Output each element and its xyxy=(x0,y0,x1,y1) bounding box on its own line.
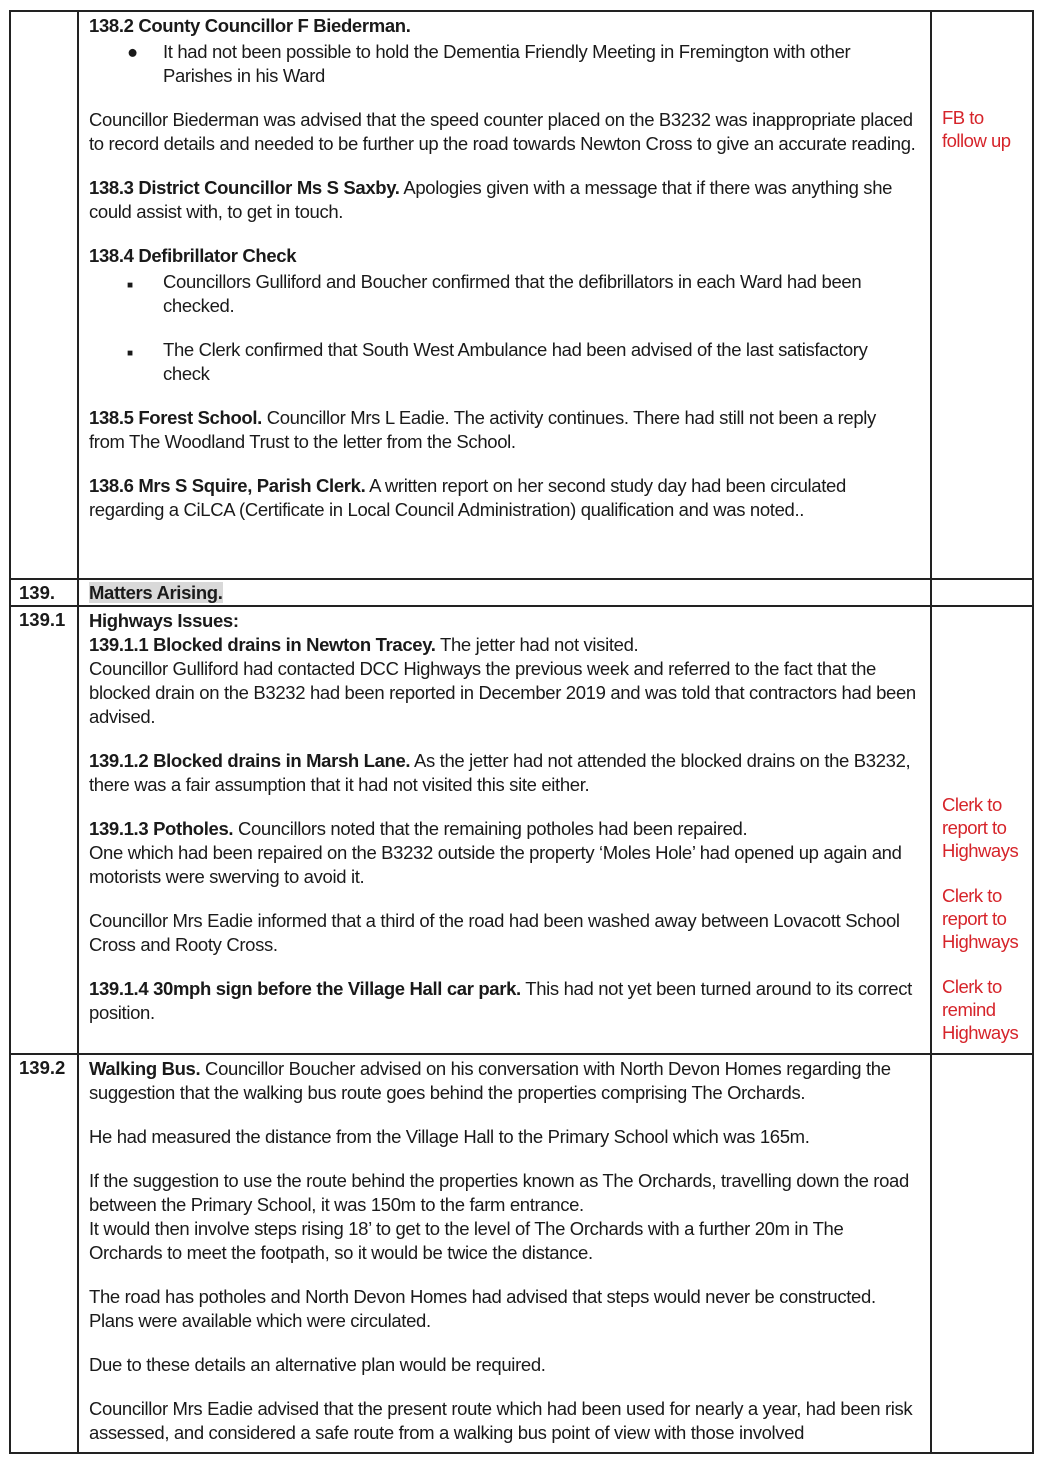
item-138-4 xyxy=(89,244,916,386)
item-139-2-para: The road has potholes and North Devon Homes had advised that steps would never be constructed. Plans were available which were circulated. xyxy=(89,1286,876,1331)
action-fb-follow-up xyxy=(932,12,1032,152)
row-139-1 xyxy=(10,606,1033,1054)
row-139 xyxy=(10,579,1033,606)
action-line: report to xyxy=(942,908,1007,929)
item-138-6-heading: 138.6 Mrs S Squire, Parish Clerk. xyxy=(89,475,366,496)
bullet-square-icon: ■ xyxy=(127,280,133,291)
row-138-number-cell xyxy=(10,11,78,579)
item-139-1-title: Highways Issues: xyxy=(89,610,239,631)
item-138-2-para: Councillor Biederman was advised that the speed counter placed on the B3232 was inappropriate placed to record details and needed to be further up the road towards Newton Cross to give an accurate reading. xyxy=(89,109,916,154)
item-139-2-para: Councillor Mrs Eadie advised that the present route which had been used for nearly a year, had been risk assessed, and considered a safe route from a walking bus point of view with those involved xyxy=(89,1398,913,1443)
row-139-2-content-cell xyxy=(78,1054,931,1453)
item-139-2-number: 139.2 xyxy=(10,1054,78,1453)
item-138-4-bullet-text: Councillors Gulliford and Boucher confirmed that the defibrillators in each Ward had been checked. xyxy=(163,271,862,316)
item-139-2-intro xyxy=(89,1057,916,1105)
row-138 xyxy=(10,11,1033,579)
item-138-3 xyxy=(89,176,916,224)
item-139-1-3-text: Councillors noted that the remaining potholes had been repaired. xyxy=(233,818,748,839)
item-138-4-bullet xyxy=(89,338,916,386)
item-139-1-2 xyxy=(89,749,916,797)
action-clerk-report-highways xyxy=(942,884,1032,953)
item-138-2-heading: 138.2 County Councillor F Biederman. xyxy=(89,15,411,36)
row-138-content-cell xyxy=(78,11,931,579)
item-138-4-heading: 138.4 Defibrillator Check xyxy=(89,245,297,266)
minutes-table xyxy=(9,10,1034,1454)
item-138-2 xyxy=(89,14,916,156)
action-line: Clerk to xyxy=(942,976,1002,997)
action-line: follow up xyxy=(942,130,1011,151)
item-138-2-bullet-text: It had not been possible to hold the Dementia Friendly Meeting in Fremington with other Parishes in his Ward xyxy=(163,41,851,86)
bullet-square-icon: ■ xyxy=(127,348,133,359)
item-139-1-1 xyxy=(89,633,916,657)
item-139-2-para: He had measured the distance from the Village Hall to the Primary School which was 165m. xyxy=(89,1126,810,1147)
bullet-dot-icon: ● xyxy=(127,41,138,62)
item-139-2-para: It would then involve steps rising 18’ to get to the level of The Orchards with a further 20m in The Orchards to meet the footpath, so it would be twice the distance. xyxy=(89,1218,844,1263)
item-139-1-3 xyxy=(89,817,916,841)
item-138-5-heading: 138.5 Forest School. xyxy=(89,407,262,428)
item-138-5 xyxy=(89,406,916,454)
item-139-2-para: If the suggestion to use the route behind the properties known as The Orchards, travelling down the road between the Primary School, it was 150m to the farm entrance. xyxy=(89,1170,909,1215)
item-138-3-heading: 138.3 District Councillor Ms S Saxby. xyxy=(89,177,400,198)
action-line: Highways xyxy=(942,1022,1019,1043)
item-139-1-4 xyxy=(89,977,916,1025)
item-139-1-3-para-2: Councillor Mrs Eadie informed that a third of the road had been washed away between Lovacott School Cross and Rooty Cross. xyxy=(89,910,900,955)
item-139-1-1-heading: 139.1.1 Blocked drains in Newton Tracey. xyxy=(89,634,436,655)
item-138-3-text: Apologies given with a message that if there was anything she could assist with, to get in touch. xyxy=(89,177,893,222)
matters-arising-title: Matters Arising. xyxy=(89,582,223,603)
item-139-1-2-text: As the jetter had not attended the blocked drains on the B3232, there was a fair assumption that it had not visited this site either. xyxy=(89,750,911,795)
row-138-action-cell xyxy=(931,11,1033,579)
action-line: report to xyxy=(942,817,1007,838)
item-138-6 xyxy=(89,474,916,522)
item-139-1-4-heading: 139.1.4 30mph sign before the Village Hall car park. xyxy=(89,978,521,999)
action-line: Highways xyxy=(942,840,1019,861)
item-139-number: 139. xyxy=(10,579,78,606)
action-line: Highways xyxy=(942,931,1019,952)
minutes-page xyxy=(9,10,1032,1452)
item-139-1-number: 139.1 xyxy=(10,606,78,1054)
item-138-4-bullet-text: The Clerk confirmed that South West Ambulance had been advised of the last satisfactory check xyxy=(163,339,868,384)
item-138-2-bullet xyxy=(89,40,916,88)
action-line: FB to xyxy=(942,107,984,128)
row-139-1-content-cell xyxy=(78,606,931,1054)
item-139-1-3-para: One which had been repaired on the B3232 outside the property ‘Moles Hole’ had opened up again and motorists were swerving to avoid it. xyxy=(89,842,902,887)
item-139-1-1-text: The jetter had not visited. xyxy=(435,634,639,655)
action-line: Clerk to xyxy=(942,885,1002,906)
item-139-2-heading: Walking Bus. xyxy=(89,1058,201,1079)
item-138-6-text: A written report on her second study day had been circulated regarding a CiLCA (Certificate in Local Council Administration) qualification and was noted.. xyxy=(89,475,846,520)
action-clerk-report-highways xyxy=(942,793,1032,862)
item-139-1-2-heading: 139.1.2 Blocked drains in Marsh Lane. xyxy=(89,750,411,771)
item-138-4-bullet xyxy=(89,270,916,318)
item-139-1-4-text: This had not yet been turned around to its correct position. xyxy=(89,978,912,1023)
row-139-2 xyxy=(10,1054,1033,1453)
action-line: remind xyxy=(942,999,996,1020)
item-139-2-text: Councillor Boucher advised on his conversation with North Devon Homes regarding the suggestion that the walking bus route goes behind the properties comprising The Orchards. xyxy=(89,1058,891,1103)
item-139-1-3-heading: 139.1.3 Potholes. xyxy=(89,818,234,839)
item-139-1-1-para: Councillor Gulliford had contacted DCC Highways the previous week and referred to the fact that the blocked drain on the B3232 had been reported in December 2019 and was told that contractors had been advised. xyxy=(89,658,916,727)
action-clerk-remind-highways xyxy=(942,975,1032,1044)
row-139-content-cell xyxy=(78,579,931,606)
row-139-action-cell xyxy=(931,579,1033,606)
row-139-1-action-cell xyxy=(931,606,1033,1054)
item-138-5-text: Councillor Mrs L Eadie. The activity continues. There had still not been a reply from The Woodland Trust to the letter from the School. xyxy=(89,407,876,452)
row-139-2-action-cell xyxy=(931,1054,1033,1453)
item-139-2-para: Due to these details an alternative plan would be required. xyxy=(89,1354,546,1375)
action-line: Clerk to xyxy=(942,794,1002,815)
